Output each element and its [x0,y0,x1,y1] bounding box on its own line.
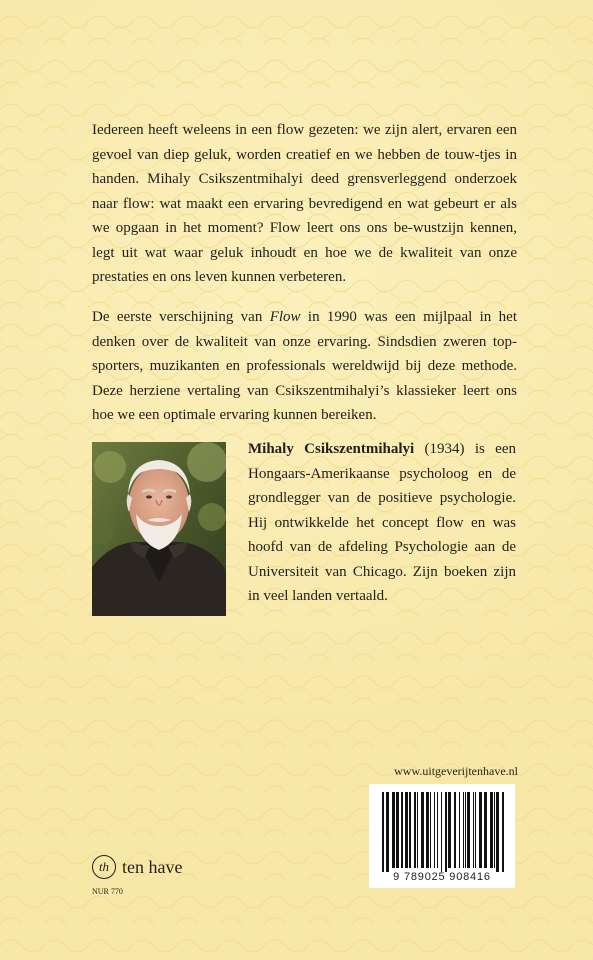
barcode-bar [484,792,487,868]
barcode-bar [417,792,418,868]
barcode-bar [448,792,451,868]
bio-line-2: Hongaars-Amerikaanse psycholoog en de [248,465,516,482]
barcode-bar [502,792,504,872]
barcode-bar [409,792,411,868]
barcode-bar [405,792,408,868]
publisher-name: ten have [122,856,183,877]
author-photo [92,442,226,616]
author-name: Mihaly Csikszentmihalyi [248,441,415,457]
bio-line-3: grondlegger van de positieve psychologie. [248,490,516,506]
barcode-number: 9 789025 908416 [393,871,491,883]
barcode-bar [463,792,464,868]
barcode-bar [459,792,460,868]
barcode-bar [382,792,384,872]
barcode-bar [494,792,495,868]
barcode-bar [475,792,476,868]
barcode-bar [430,792,431,868]
barcode-bar [392,792,395,868]
barcode-bar [437,792,438,868]
barcode-bar [490,792,493,868]
barcode-bar [401,792,403,868]
bio-line-1-rest: (1934) is een [414,441,516,457]
publisher-website: www.uitgeverijtenhave.nl [394,764,518,778]
barcode-bar [421,792,424,868]
paragraph-2-rest: in 1990 was een mijlpaal in het denken over de kwaliteit van onze ervaring. Sindsdien zweren top-sporters, muzikanten en professionals wereldwijd bij deze methode. Deze herziene vertaling van Csikszentmihalyi’s klassieker leert ons hoe we een optimale ervaring kunnen bereiken. [92,309,517,423]
author-biography [248,437,516,609]
barcode-bar [479,792,482,868]
bio-line-1 [248,437,516,462]
barcode-bar [465,792,466,868]
publisher-monogram: th [92,855,116,879]
barcode-bar [441,792,442,872]
bio-line-5: hoofd van de afdeling Psychologie aan de [248,539,516,555]
author-portrait-image [92,442,226,616]
barcode-bar [473,792,474,868]
isbn-barcode [369,784,515,888]
barcode-bar [396,792,399,868]
barcode-bar [454,792,456,868]
bio-line-6: Universiteit van Chicago. Zijn boeken zijn [248,563,516,580]
publisher-logo [92,852,182,882]
nur-code: NUR 770 [92,887,123,896]
bio-line-7: in veel landen vertaald. [248,588,388,604]
barcode-bar [445,792,447,872]
description-paragraph-2 [92,305,517,428]
barcode-bar [496,792,499,872]
barcode-bar [467,792,470,868]
description-paragraph-1: Iedereen heeft weleens in een flow gezeten: we zijn alert, ervaren een gevoel van diep geluk, worden creatief en we hebben de touw-tjes in handen. Mihaly Csikszentmihalyi deed grensverleggend onderzoek naar flow: wat maakt een ervaring bevredigend en wat gebeurt er als we opgaan in het moment? Flow leert ons ons be-wustzijn kennen, legt uit wat waar geluk inhoudt en hoe we de kwaliteit van onze prestaties en ons leven kunnen verbeteren. [92,122,517,285]
barcode-bar [386,792,389,872]
paragraph-2-start: De eerste verschijning van [92,309,270,325]
book-title-italic: Flow [269,309,301,325]
barcode-bar [434,792,435,868]
bio-line-4: Hij ontwikkelde het concept flow en was [248,514,516,531]
barcode-bar [426,792,429,868]
barcode-bar [414,792,416,868]
